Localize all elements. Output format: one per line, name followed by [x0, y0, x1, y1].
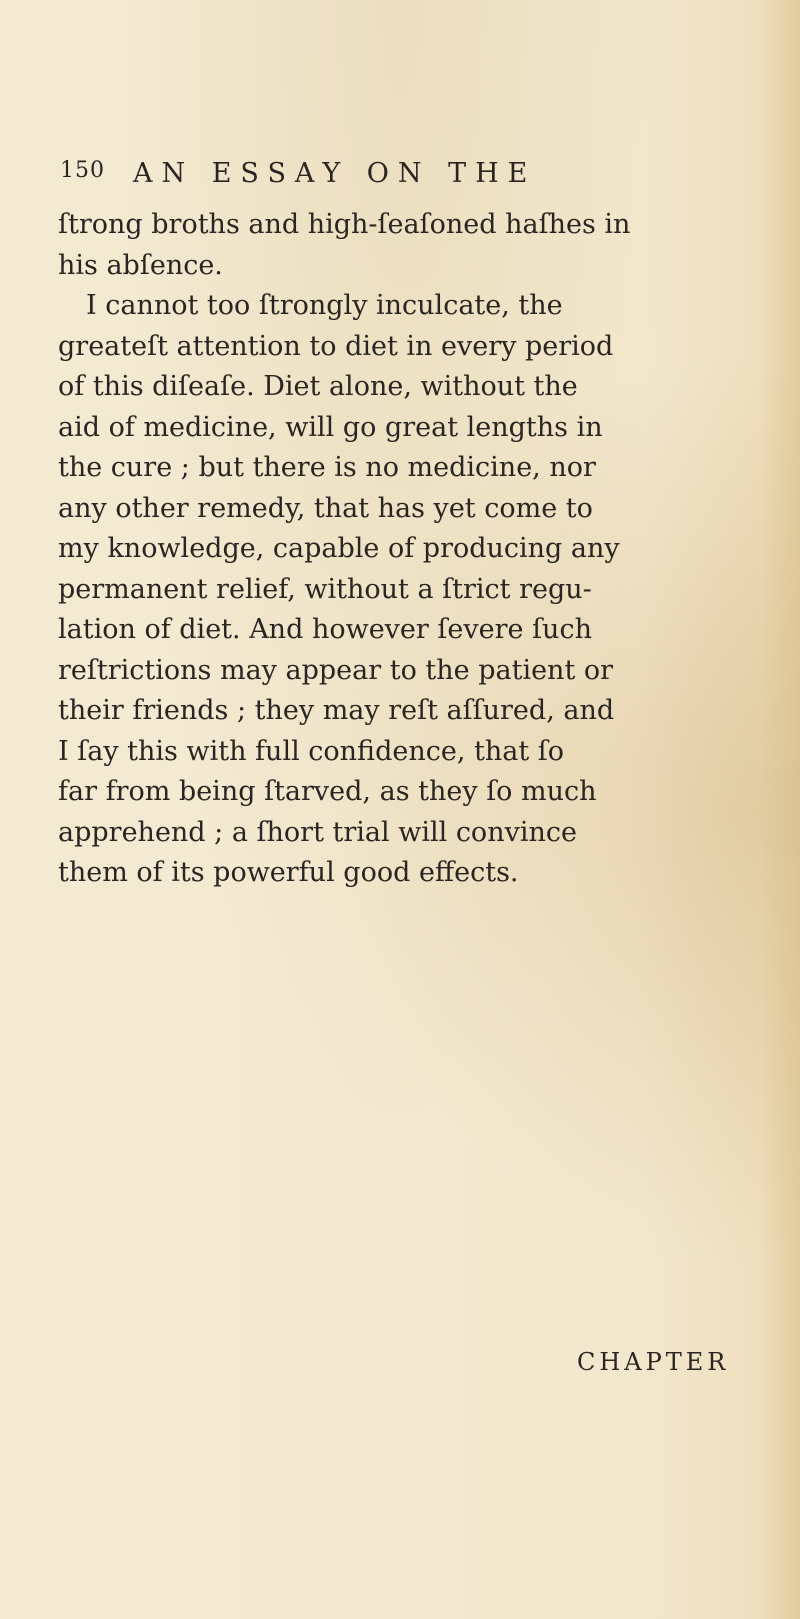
text-line: apprehend ; a ſhort trial will convince [58, 816, 577, 848]
text-line: aid of medicine, will go great lengths in [58, 411, 603, 443]
text-line: far from being ſtarved, as they ſo much [58, 776, 597, 807]
body-text [58, 205, 758, 894]
text-line: permanent relief, without a ſtrict regu- [58, 573, 592, 605]
catchword: CHAPTER [577, 1348, 730, 1376]
text-line: them of its powerful good effects. [58, 857, 519, 888]
text-line: their friends ; they may reſt aſſured, and [58, 695, 615, 726]
text-line: his abſence. [58, 249, 223, 281]
text-line: greateſt attention to diet in every period [58, 330, 614, 362]
text-line: of this diſeaſe. Diet alone, without the [58, 371, 578, 402]
text-line: I ſay this with full confidence, that ſo [58, 735, 564, 767]
text-line: lation of diet. And however ſevere ſuch [58, 614, 592, 645]
running-title: AN ESSAY ON THE [133, 158, 537, 189]
page-number: 150 [60, 158, 105, 183]
page-header [60, 158, 760, 198]
text-line: ſtrong broths and high-ſeaſoned haſhes in [58, 209, 631, 240]
text-line: the cure ; but there is no medicine, nor [58, 452, 596, 483]
text-line: I cannot too ſtrongly inculcate, the [86, 290, 563, 321]
text-line: my knowledge, capable of producing any [58, 533, 620, 564]
text-line: any other remedy, that has yet come to [58, 492, 593, 524]
text-line: reſtrictions may appear to the patient or [58, 654, 614, 686]
page-edge-shading [760, 0, 800, 1619]
